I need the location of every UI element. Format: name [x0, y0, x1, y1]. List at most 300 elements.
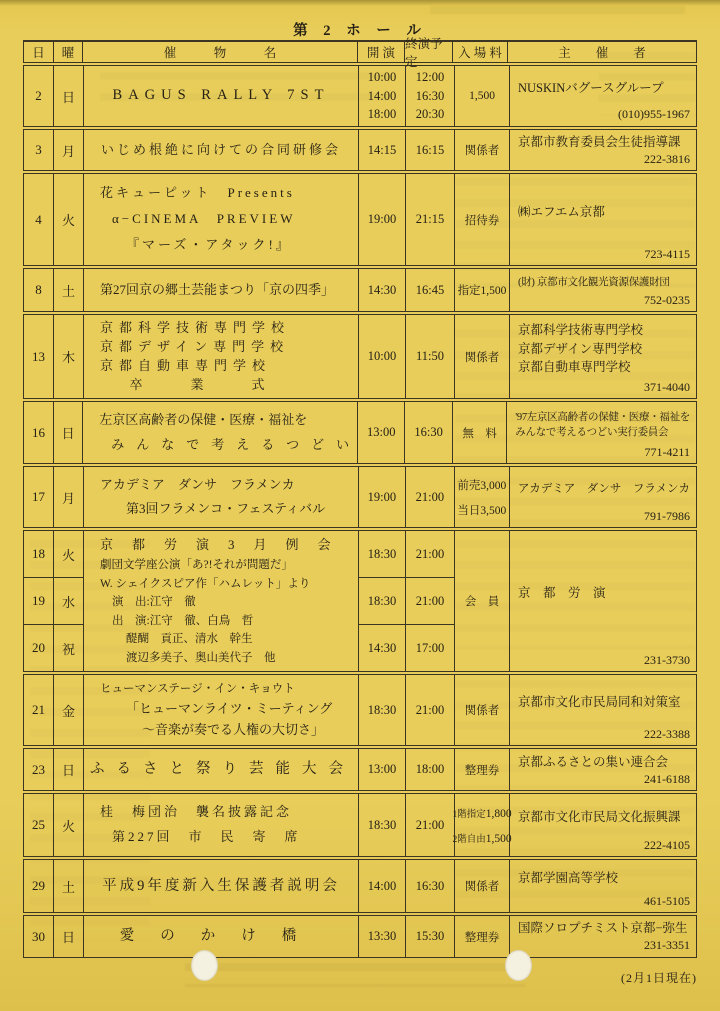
- organizer-lines: [518, 753, 690, 772]
- time-column: [359, 860, 455, 912]
- event-title-line: 第3回フラメンコ・フェスティバル: [125, 501, 326, 517]
- organizer-cell: [510, 467, 696, 527]
- start-time-cell: [359, 531, 406, 577]
- day-weekday-column: [24, 402, 83, 463]
- table-row: [23, 314, 697, 399]
- start-time: 18:30: [367, 546, 397, 561]
- day-cell: 2: [24, 66, 54, 126]
- event-name-cell: [84, 675, 359, 745]
- time-subrow: [359, 577, 454, 624]
- organizer-line: 京都デザイン専門学校: [518, 341, 643, 356]
- event-title-line: 京 都 労 演 3 月 例 会: [100, 537, 334, 553]
- end-time-cell: [406, 269, 454, 311]
- day-weekday-column: [24, 531, 84, 671]
- admission-fee-cell: [455, 467, 510, 527]
- organizer-lines: [518, 321, 690, 377]
- day-cell: 20: [24, 625, 54, 671]
- weekday-cell: 月: [61, 490, 75, 506]
- event-title-line: 京都自動車専門学校: [100, 357, 272, 373]
- weekday-cell: 土: [61, 283, 75, 299]
- bleedthrough-ghost: [430, 6, 685, 20]
- start-time: 13:30: [367, 929, 397, 944]
- fee-line: 会 員: [464, 596, 500, 609]
- event-title-line: 演 出:江守 徹: [112, 596, 196, 609]
- time-subrow: [359, 749, 454, 790]
- phone-number: 231-3351: [644, 938, 690, 953]
- punch-hole-right: [505, 950, 532, 981]
- time-column: [359, 749, 455, 790]
- table-row: [23, 129, 697, 171]
- event-title-line: 第27回京の郷土芸能まつり「京の四季」: [100, 281, 335, 297]
- fee-grade-label: 2階自由: [452, 835, 486, 845]
- event-name-cell: [84, 315, 359, 398]
- organizer-line: 京都市文化市民局同和対策室: [518, 695, 681, 710]
- event-name-cell: [84, 66, 359, 126]
- time-subrow: [359, 315, 454, 398]
- admission-fee-cell: [455, 66, 510, 126]
- end-time: 18:00: [415, 762, 445, 777]
- event-name-cell: [84, 916, 359, 956]
- end-time: 16:30: [414, 425, 443, 440]
- end-time-cell: [406, 174, 454, 265]
- organizer-cell: [507, 402, 696, 463]
- phone-number: 371-4040: [644, 379, 690, 394]
- bleedthrough-ghost: [185, 963, 525, 987]
- end-time: 20:30: [415, 107, 445, 122]
- event-title-line: 卒業式: [129, 377, 313, 393]
- end-time: 15:30: [415, 929, 445, 944]
- end-time: 21:00: [415, 702, 445, 717]
- organizer-line: 国際ソロプチミスト京都−弥生: [518, 921, 688, 936]
- organizer-line: 京 都 労 演: [518, 586, 606, 601]
- weekday-cell: 金: [61, 703, 75, 719]
- admission-fee-cell: [452, 794, 512, 856]
- as-of-date-note: (2月1日現在): [621, 971, 697, 985]
- table-row: [23, 173, 697, 266]
- phone-number: 231-3730: [644, 652, 690, 667]
- start-time: 10:00: [367, 69, 397, 84]
- organizer-line: NUSKINバグースグループ: [518, 80, 664, 95]
- start-time: 19:00: [367, 212, 397, 227]
- event-name-cell: [83, 402, 362, 463]
- end-time-cell: [406, 467, 454, 527]
- day-weekday-column: [24, 916, 84, 956]
- start-time: 19:00: [367, 489, 397, 504]
- end-time: 16:30: [415, 878, 445, 893]
- event-title-line: 出 演:江守 徹、白鳥 哲: [112, 614, 254, 627]
- phone-number: 241-6188: [644, 771, 690, 786]
- end-time-cell: [406, 531, 454, 577]
- day-cell: 8: [24, 269, 54, 311]
- fee-line: 招待券: [464, 214, 500, 227]
- day-weekday-subrow: [24, 675, 83, 745]
- phone-number: 791-7986: [644, 508, 690, 523]
- event-title-line: みんなで考えるつどい: [111, 436, 362, 452]
- end-time: 11:50: [415, 349, 444, 364]
- admission-fee-cell: [453, 402, 507, 463]
- organizer-line: 京都市教育委員会生徒指導課: [518, 135, 681, 149]
- time-subrow: [359, 916, 454, 956]
- event-title-line: ヒューマンステージ・イン・キョウト: [100, 682, 295, 695]
- organizer-lines: [518, 133, 690, 152]
- time-column: [359, 269, 455, 311]
- day-cell: 25: [24, 794, 54, 856]
- start-time-cell: [359, 66, 406, 126]
- start-time: 18:30: [367, 702, 397, 717]
- start-time-cell: [359, 916, 406, 956]
- day-cell: 21: [24, 675, 54, 745]
- organizer-cell: [510, 531, 696, 671]
- day-weekday-column: [24, 467, 84, 527]
- day-weekday-subrow: [24, 916, 83, 956]
- day-cell: 3: [24, 130, 54, 170]
- day-cell: 4: [24, 174, 54, 265]
- organizer-lines: [518, 275, 690, 290]
- phone-number: 771-4211: [644, 444, 690, 459]
- day-weekday-subrow: [24, 860, 83, 912]
- start-time-cell: [359, 749, 406, 790]
- end-time-cell: [406, 794, 454, 856]
- start-time-cell: [359, 130, 406, 170]
- table-row: [23, 748, 697, 791]
- event-title-line: α−CINEMA PREVIEW: [112, 211, 296, 227]
- event-title-line: アカデミア ダンサ フラメンカ: [99, 476, 295, 492]
- day-weekday-subrow: [24, 174, 83, 265]
- time-subrow: [359, 860, 454, 912]
- day-weekday-column: [24, 130, 84, 170]
- organizer-line: アカデミア ダンサ フラメンカ: [517, 482, 690, 495]
- organizer-line: (財) 京都市文化観光資源保護財団: [518, 276, 670, 288]
- end-time-cell: [406, 860, 454, 912]
- weekday-cell: 祝: [61, 641, 75, 657]
- day-cell: 16: [24, 402, 54, 463]
- weekday-cell: 火: [61, 818, 75, 834]
- punch-hole-left: [191, 950, 218, 981]
- day-weekday-subrow: [24, 794, 83, 856]
- end-time-cell: [406, 749, 454, 790]
- event-name-cell: [84, 174, 359, 265]
- day-cell: 17: [24, 467, 54, 527]
- time-subrow: [358, 402, 452, 463]
- admission-fee-cell: [455, 315, 510, 398]
- start-time-cell: [359, 269, 406, 311]
- start-time: 14:00: [367, 878, 397, 893]
- fee-line: 1,500: [469, 90, 495, 102]
- end-time: 21:00: [415, 546, 445, 561]
- organizer-line: 京都自動車専門学校: [518, 360, 631, 375]
- day-weekday-subrow: [24, 402, 82, 463]
- day-weekday-subrow: [24, 130, 83, 170]
- admission-fee-cell: [455, 174, 510, 265]
- day-weekday-column: [24, 315, 84, 398]
- table-row: [23, 915, 697, 957]
- phone-number: 222-3816: [644, 151, 690, 166]
- start-time: 18:30: [367, 593, 397, 608]
- time-subrow: [359, 624, 454, 671]
- start-time: 14:15: [367, 142, 397, 157]
- event-title-line: 花キューピット Presents: [100, 185, 295, 201]
- time-column: [359, 174, 455, 265]
- fee-line: 整理券: [464, 931, 500, 944]
- phone-number: 222-4105: [644, 837, 690, 852]
- header-end-time: 終演予定: [405, 42, 453, 62]
- start-time-cell: [359, 315, 406, 398]
- start-time: 18:00: [367, 107, 397, 122]
- time-subrow: [359, 675, 454, 745]
- event-name-cell: [84, 749, 359, 790]
- start-time-cell: [359, 625, 406, 671]
- organizer-cell: [510, 315, 696, 398]
- day-weekday-subrow: [24, 467, 83, 527]
- admission-fee-cell: [455, 531, 510, 671]
- event-title-line: ふるさと祭り芸能大会: [90, 761, 355, 778]
- phone-number: 723-4115: [644, 246, 690, 261]
- fee-line: 指定1,500: [457, 285, 507, 298]
- end-time-cell: [406, 916, 454, 956]
- event-name-cell: [84, 531, 359, 671]
- start-time: 14:30: [367, 640, 397, 655]
- organizer-cell: [510, 794, 696, 856]
- time-subrow: [359, 269, 454, 311]
- start-time-cell: [359, 467, 406, 527]
- day-weekday-column: [24, 66, 84, 126]
- end-time: 12:00: [415, 69, 445, 84]
- day-weekday-subrow: [24, 624, 83, 671]
- event-title-line: 平成9年度新入生保護者説明会: [102, 877, 340, 894]
- weekday-cell: 火: [61, 213, 75, 229]
- start-time: 13:00: [367, 762, 397, 777]
- table-row: [23, 859, 697, 913]
- end-time-cell: [406, 675, 454, 745]
- day-weekday-column: [24, 794, 84, 856]
- phone-number: 461-5105: [644, 893, 690, 908]
- day-weekday-subrow: [24, 531, 83, 577]
- day-cell: 13: [24, 315, 54, 398]
- time-column: [359, 130, 455, 170]
- organizer-cell: [510, 860, 696, 912]
- end-time: 17:00: [415, 640, 445, 655]
- admission-fee-cell: [455, 916, 510, 956]
- admission-fee-cell: [455, 130, 510, 170]
- weekday-cell: 日: [61, 763, 75, 779]
- organizer-cell: [510, 749, 696, 790]
- event-title-line: BAGUS RALLY 7ST: [112, 87, 330, 104]
- admission-fee-cell: [455, 269, 510, 311]
- fee-grade-label: 1階指定: [452, 809, 486, 820]
- weekday-cell: 月: [61, 143, 75, 159]
- table-row: [23, 793, 697, 857]
- time-subrow: [359, 66, 454, 126]
- event-title-line: 〜音楽が奏でる人権の大切さ」: [142, 722, 325, 738]
- day-cell: 23: [24, 749, 54, 790]
- time-subrow: [359, 467, 454, 527]
- event-title-line: W. シェイクスピア作「ハムレット」より: [100, 577, 311, 590]
- admission-fee-cell: [455, 749, 510, 790]
- time-subrow: [359, 531, 454, 577]
- start-time-cell: [359, 675, 406, 745]
- end-time: 21:00: [415, 817, 445, 832]
- end-time: 21:00: [415, 593, 445, 608]
- fee-line: 関係者: [464, 881, 500, 894]
- start-time: 14:00: [367, 88, 397, 103]
- organizer-lines: [518, 919, 690, 938]
- organizer-cell: [510, 174, 696, 265]
- header-event-name: 催 物 名: [83, 42, 358, 62]
- table-header-row: [23, 37, 697, 69]
- end-time: 21:00: [415, 489, 445, 504]
- day-weekday-subrow: [24, 66, 83, 126]
- organizer-line: 京都科学技術専門学校: [518, 322, 644, 337]
- event-title-line: 「ヒューマンライツ・ミーティング: [126, 700, 333, 716]
- fee-line: 当日3,500: [457, 505, 507, 517]
- organizer-lines: [518, 481, 690, 498]
- weekday-cell: 火: [61, 547, 75, 563]
- admission-fee-cell: [455, 675, 510, 745]
- day-cell: 29: [24, 860, 54, 912]
- organizer-lines: [518, 584, 690, 603]
- fee-line: 関係者: [464, 145, 500, 158]
- day-weekday-subrow: [24, 749, 83, 790]
- event-name-cell: [84, 467, 359, 527]
- organizer-cell: [510, 675, 696, 745]
- start-time-cell: [358, 402, 405, 463]
- weekday-cell: 日: [61, 930, 75, 946]
- time-column: [358, 402, 453, 463]
- event-title-line: 京都デザイン専門学校: [100, 338, 290, 354]
- organizer-lines: [518, 808, 690, 827]
- organizer-lines: [518, 79, 690, 98]
- weekday-cell: 木: [61, 350, 75, 366]
- end-time: 16:15: [415, 142, 445, 157]
- day-cell: 30: [24, 916, 54, 956]
- time-subrow: [359, 794, 454, 856]
- end-time: 16:45: [415, 282, 445, 297]
- organizer-line: 京都ふるさとの集い連合会: [518, 754, 669, 769]
- header-day: 日: [24, 42, 54, 62]
- table-row: [23, 674, 697, 746]
- fee-line: 無 料: [462, 427, 497, 440]
- phone-number: 752-0235: [644, 292, 690, 307]
- day-cell: 18: [24, 531, 54, 577]
- time-column: [359, 315, 455, 398]
- event-name-cell: [84, 130, 359, 170]
- page-title: 第 2 ホ ー ル: [293, 23, 427, 39]
- start-time: 14:30: [367, 282, 397, 297]
- day-weekday-column: [24, 860, 84, 912]
- time-column: [359, 531, 455, 671]
- end-time-cell: [406, 315, 454, 398]
- organizer-line: ㈱エフエム京都: [518, 204, 605, 219]
- end-time-cell: [406, 578, 454, 624]
- fee-line: 関係者: [464, 705, 500, 718]
- time-column: [359, 675, 455, 745]
- table-row: [23, 65, 697, 127]
- event-title-line: 愛のかけ橋: [119, 928, 323, 944]
- fee-line: 前売3,000: [457, 479, 507, 492]
- start-time: 18:30: [367, 817, 397, 832]
- event-name-cell: [84, 860, 359, 912]
- start-time-cell: [359, 860, 406, 912]
- start-time-cell: [359, 794, 406, 856]
- event-title-line: 桂 梅団治 襲名披露記念: [100, 804, 293, 820]
- time-subrow: [359, 130, 454, 170]
- organizer-line: '97左京区高齢者の保健・医療・福祉を: [515, 411, 690, 423]
- organizer-line: みんなで考えるつどい実行委員会: [515, 427, 669, 439]
- day-weekday-column: [24, 269, 84, 311]
- header-start-time: 開 演: [358, 42, 405, 62]
- weekday-cell: 日: [61, 426, 75, 442]
- weekday-cell: 水: [61, 594, 75, 610]
- organizer-lines: [518, 869, 690, 888]
- event-title-line: 渡辺多美子、奥山美代子 他: [126, 651, 276, 664]
- table-row: [23, 466, 697, 528]
- admission-fee-cell: [455, 860, 510, 912]
- time-column: [359, 467, 455, 527]
- fee-line: 1階指定1,800: [452, 807, 512, 820]
- event-title-line: 醍醐 貢正、清水 幹生: [126, 633, 253, 646]
- organizer-lines: [518, 693, 690, 712]
- organizer-cell: [510, 66, 696, 126]
- header-weekday: 曜: [54, 42, 83, 62]
- table-body: [23, 65, 697, 958]
- table-row: [23, 268, 697, 312]
- day-weekday-subrow: [24, 315, 83, 398]
- event-title-line: 劇団文学座公演「あ?!それが問題だ」: [100, 558, 293, 571]
- weekday-cell: 土: [61, 879, 75, 895]
- fee-line: 関係者: [464, 351, 500, 364]
- fee-line: 2階自由1,500: [452, 833, 512, 845]
- end-time-cell: [406, 66, 454, 126]
- phone-number: 222-3388: [644, 726, 690, 741]
- organizer-line: 京都市文化市民局文化振興課: [518, 810, 681, 825]
- header-admission: 入 場 料: [453, 42, 508, 62]
- end-time-cell: [406, 130, 454, 170]
- organizer-lines: [515, 410, 690, 440]
- event-title-line: いじめ根絶に向けての合同研修会: [100, 141, 341, 157]
- day-weekday-column: [24, 749, 84, 790]
- start-time-cell: [359, 578, 406, 624]
- time-column: [359, 794, 455, 856]
- time-subrow: [359, 174, 454, 265]
- start-time-cell: [359, 174, 406, 265]
- schedule-table: [23, 37, 697, 958]
- time-column: [359, 66, 455, 126]
- event-name-cell: [84, 794, 359, 856]
- event-title-line: 左京区高齢者の保健・医療・福祉を: [99, 412, 308, 428]
- end-time-cell: [405, 402, 452, 463]
- header-organizer: 主 催 者: [558, 46, 646, 60]
- event-title-line: 第227回 市 民 寄 席: [112, 829, 301, 845]
- weekday-cell: 日: [61, 89, 75, 105]
- day-weekday-subrow: [24, 577, 83, 624]
- day-weekday-subrow: [24, 269, 83, 311]
- start-time: 13:00: [366, 425, 396, 440]
- day-weekday-column: [24, 174, 84, 265]
- organizer-lines: [518, 203, 690, 222]
- start-time: 10:00: [367, 349, 397, 364]
- end-time-cell: [406, 625, 454, 671]
- fee-line: 整理券: [464, 764, 500, 777]
- table-row: [23, 530, 697, 672]
- organizer-cell: [510, 269, 696, 311]
- event-title-line: 『マーズ・アタック!』: [126, 237, 292, 253]
- day-cell: 19: [24, 578, 54, 624]
- phone-number: (010)955-1967: [618, 107, 690, 122]
- organizer-line: 京都学園高等学校: [518, 871, 619, 886]
- event-title-line: 京都科学技術専門学校: [100, 319, 291, 335]
- organizer-cell: [510, 130, 696, 170]
- day-weekday-column: [24, 675, 84, 745]
